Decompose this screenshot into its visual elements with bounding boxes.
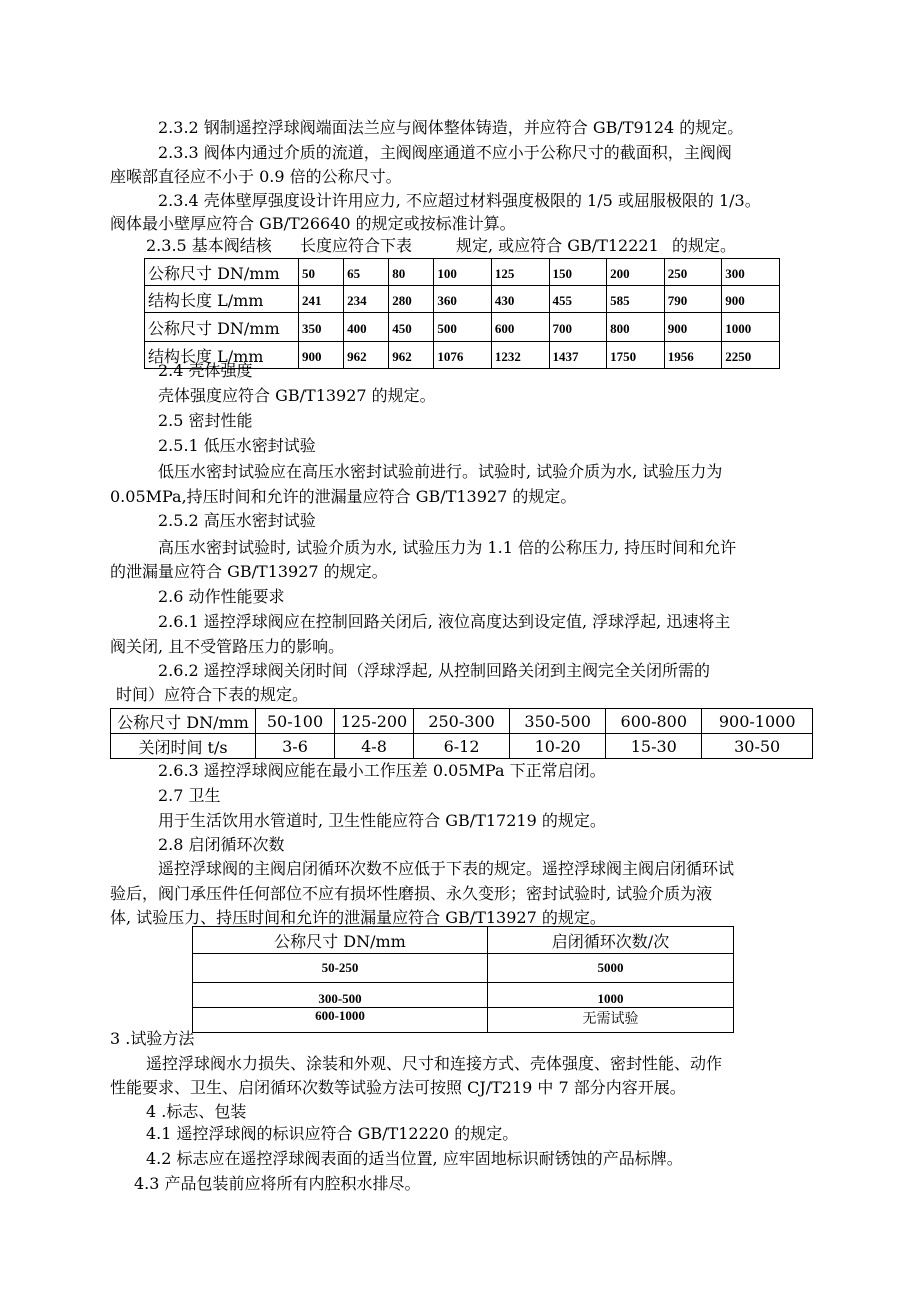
- section-4-2: 4.2 标志应在遥控浮球阀表面的适当位置, 应牢固地标识耐锈蚀的产品标牌。: [146, 1149, 683, 1168]
- table-row: 600-1000 无需试验: [193, 1008, 734, 1033]
- table-row: 结构长度 L/mm 900 962 962 1076 1232 1437 1750 1956 2250: [145, 342, 780, 369]
- section-2-6-2-line2: 时间）应符合下表的规定。: [116, 685, 309, 704]
- section-2-5-2-heading: 2.5.2 高压水密封试验: [158, 511, 316, 530]
- clause-2-3-5-part1: 2.3.5 基本阀结核: [146, 236, 272, 255]
- section-2-5-2-line2: 的泄漏量应符合 GB/T13927 的规定。: [110, 562, 388, 581]
- table-row: 公称尺寸 DN/mm 50 65 80 100 125 150 200 250 300: [145, 259, 780, 286]
- section-2-5-1-line1: 低压水密封试验应在高压水密封试验前进行。试验时, 试验介质为水, 试验压力为: [158, 462, 723, 481]
- structure-length-table: [144, 258, 780, 369]
- section-2-4-text: 壳体强度应符合 GB/T13927 的规定。: [158, 386, 436, 405]
- section-2-6-1-line1: 2.6.1 遥控浮球阀应在控制回路关闭后, 液位高度达到设定值, 浮球浮起, 迅速将主: [158, 612, 731, 631]
- closing-time-table: [110, 708, 813, 759]
- section-2-8-line2: 验后，阀门承压件任何部位不应有损坏性磨损、永久变形；密封试验时, 试验介质为液: [110, 884, 713, 903]
- clause-2-3-4-line2: 阀体最小壁厚应符合 GB/T26640 的规定或按标准计算。: [110, 214, 516, 233]
- section-2-5-heading: 2.5 密封性能: [158, 411, 253, 430]
- section-4-3: 4.3 产品包装前应将所有内腔积水排尽。: [134, 1174, 421, 1193]
- section-2-4-heading: 2.4 壳体强度: [158, 361, 253, 380]
- section-2-6-3: 2.6.3 遥控浮球阀应能在最小工作压差 0.05MPa 下正常启闭。: [158, 761, 606, 780]
- section-2-8-heading: 2.8 启闭循环次数: [158, 835, 285, 854]
- table-row: 公称尺寸 DN/mm 350 400 450 500 600 700 800 900 1000: [145, 313, 780, 342]
- clause-2-3-5-part3: 规定, 或应符合 GB/T12221: [456, 236, 659, 255]
- section-4-heading: 4 .标志、包装: [146, 1102, 247, 1121]
- section-2-7-heading: 2.7 卫生: [158, 786, 221, 805]
- clause-2-3-5-part2: 长度应符合下表: [300, 236, 413, 255]
- table-row: 公称尺寸 DN/mm 50-100 125-200 250-300 350-500 600-800 900-1000: [111, 709, 813, 734]
- table-row: 关闭时间 t/s 3-6 4-8 6-12 10-20 15-30 30-50: [111, 734, 813, 759]
- table-row: 结构长度 L/mm 241 234 280 360 430 455 585 790 900: [145, 286, 780, 313]
- section-3-line2: 性能要求、卫生、启闭循环次数等试验方法可按照 CJ/T219 中 7 部分内容开展。: [110, 1078, 686, 1097]
- section-2-7-text: 用于生活饮用水管道时, 卫生性能应符合 GB/T17219 的规定。: [158, 811, 606, 830]
- clause-2-3-4-line1: 2.3.4 壳体壁厚强度设计许用应力, 不应超过材料强度极限的 1/5 或屈服极限的 1/3。: [158, 191, 761, 210]
- clause-2-3-5-part4: 的规定。: [672, 236, 737, 255]
- clause-2-3-3-line2: 座喉部直径应不小于 0.9 倍的公称尺寸。: [110, 167, 402, 186]
- section-4-1: 4.1 遥控浮球阀的标识应符合 GB/T12220 的规定。: [146, 1124, 519, 1143]
- clause-2-3-2: 2.3.2 钢制遥控浮球阀端面法兰应与阀体整体铸造，并应符合 GB/T9124 的规定。: [158, 118, 744, 137]
- section-3-heading: 3 .试验方法: [110, 1029, 195, 1048]
- section-3-line1: 遥控浮球阀水力损失、涂装和外观、尺寸和连接方式、壳体强度、密封性能、动作: [146, 1054, 723, 1073]
- section-2-8-line1: 遥控浮球阀的主阀启闭循环次数不应低于下表的规定。遥控浮球阀主阀启闭循环试: [158, 859, 735, 878]
- cycle-count-table: [192, 926, 734, 1033]
- section-2-5-1-line2: 0.05MPa,持压时间和允许的泄漏量应符合 GB/T13927 的规定。: [110, 487, 577, 506]
- table-header-row: 公称尺寸 DN/mm 启闭循环次数/次: [193, 927, 734, 954]
- section-2-5-2-line1: 高压水密封试验时, 试验介质为水, 试验压力为 1.1 倍的公称压力, 持压时间和允许: [158, 538, 737, 557]
- section-2-6-2-line1: 2.6.2 遥控浮球阀关闭时间（浮球浮起, 从控制回路关闭到主阀完全关闭所需的: [158, 661, 710, 680]
- section-2-6-heading: 2.6 动作性能要求: [158, 587, 285, 606]
- table-row: 50-250 5000: [193, 954, 734, 983]
- section-2-5-1-heading: 2.5.1 低压水密封试验: [158, 436, 316, 455]
- table-row: 300-500 1000: [193, 983, 734, 1008]
- clause-2-3-3-line1: 2.3.3 阀体内通过介质的流道，主阀阀座通道不应小于公称尺寸的截面积，主阀阀: [158, 143, 732, 162]
- section-2-6-1-line2: 阀关闭, 且不受管路压力的影响。: [110, 637, 345, 656]
- section-2-8-line3: 体, 试验压力、持压时间和允许的泄漏量应符合 GB/T13927 的规定。: [110, 908, 606, 927]
